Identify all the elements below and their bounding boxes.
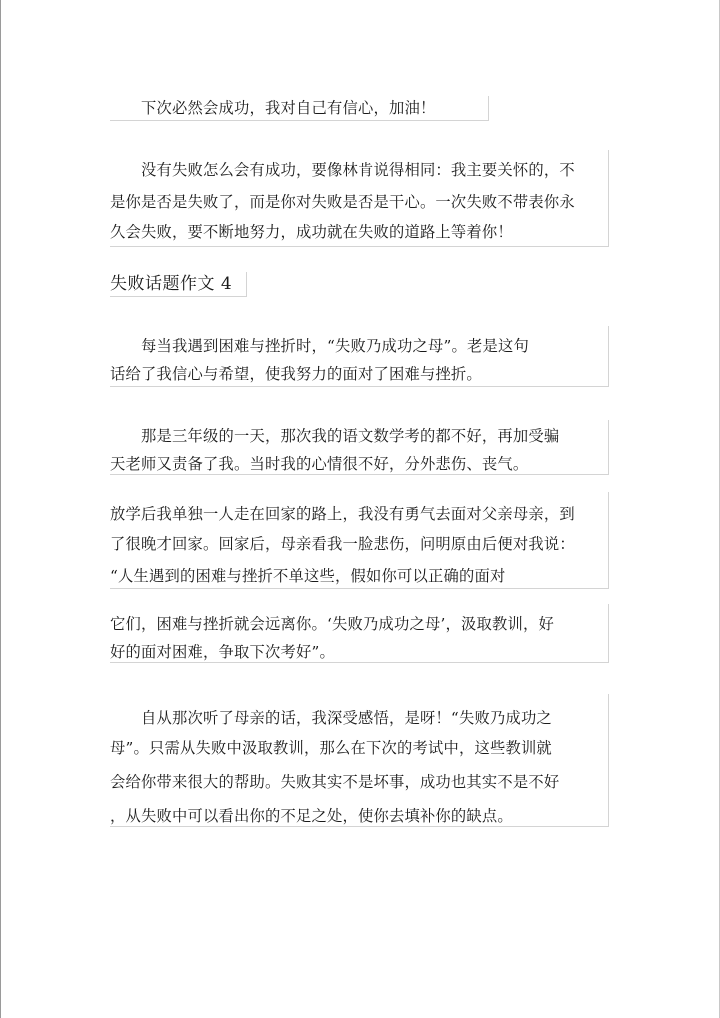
paragraph-line: 下次必然会成功，我对自己有信心，加油！	[110, 99, 436, 117]
paragraph-line: 是你是否是失败了，而是你对失败是否是干心。一次失败不带表你永	[110, 193, 575, 211]
paragraph-line: 它们，困难与挫折就会远离你。‘失败乃成功之母’，汲取教训，好	[110, 615, 555, 633]
paragraph-line: 天老师又责备了我。当时我的心情很不好，分外悲伤、丧气。	[110, 455, 529, 473]
paragraph-line: 了很晚才回家。回家后，母亲看我一脸悲伤，问明原由后便对我说：	[110, 535, 575, 553]
paragraph-line: 那是三年级的一天，那次我的语文数学考的都不好，再加受骗	[110, 427, 560, 445]
paragraph-line: 自从那次听了母亲的话，我深受感悟，是呀！“失败乃成功之	[110, 709, 552, 727]
paragraph-line: 话给了我信心与希望，使我努力的面对了困难与挫折。	[110, 365, 482, 383]
paragraph-line: 每当我遇到困难与挫折时，“失败乃成功之母”。老是这句	[110, 337, 529, 355]
page-edge-left	[0, 0, 1, 1018]
paragraph-line: ，从失败中可以看出你的不足之处，使你去填补你的缺点。	[110, 807, 513, 825]
paragraph-line: 没有失败怎么会有成功，要像林肯说得相同：我主要关怀的，不	[110, 161, 575, 179]
paragraph-line: 母”。只需从失败中汲取教训，那么在下次的考试中，这些教训就	[110, 739, 552, 757]
paragraph-line: 好的面对困难，争取下次考好”。	[110, 643, 335, 661]
paragraph-line: 久会失败，要不断地努力，成功就在失败的道路上等着你！	[110, 223, 513, 241]
section-heading: 失败话题作文 4	[110, 274, 233, 294]
paragraph-line: 会给你带来很大的帮助。失败其实不是坏事，成功也其实不是不好	[110, 773, 560, 791]
paragraph-line: 放学后我单独一人走在回家的路上，我没有勇气去面对父亲母亲，到	[110, 505, 575, 523]
paragraph-line: “人生遇到的困难与挫折不单这些，假如你可以正确的面对	[110, 567, 506, 585]
